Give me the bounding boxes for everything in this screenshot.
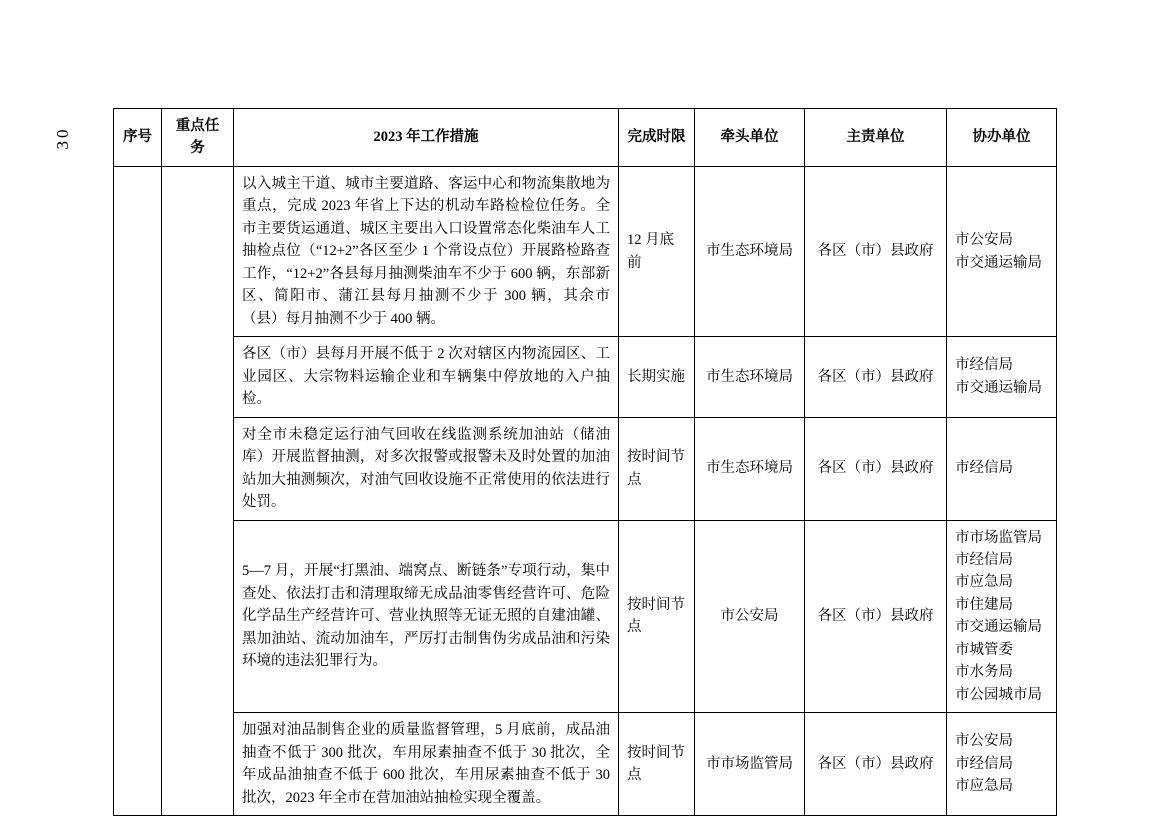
task-table [113, 108, 1057, 816]
assist-unit-line: 市公安局 [955, 733, 1013, 750]
column-header-measure: 2023 年工作措施 [234, 109, 619, 167]
cell-main-unit: 各区（市）县政府 [805, 337, 947, 417]
table-header-row [114, 109, 1057, 167]
cell-lead-unit: 市市场监管局 [695, 713, 805, 816]
assist-unit-line: 市住建局 [955, 596, 1013, 613]
table-body [114, 166, 1057, 815]
assist-unit-line: 市市场监管局 [955, 529, 1042, 546]
assist-unit-line: 市水务局 [955, 664, 1013, 681]
column-header-assist-unit: 协办单位 [947, 109, 1057, 167]
cell-measure: 5—7 月，开展“打黑油、端窝点、断链条”专项行动，集中查处、依法打击和清理取缔无成品油零售经营许可、危险化学品生产经营许可、营业执照等无证无照的自建油罐、黑加油站、流动加油车，严厉打击制售伪劣成品油和污染环境的违法犯罪行为。 [234, 520, 619, 713]
column-header-task: 重点任务 [162, 109, 234, 167]
assist-unit-line: 市交通运输局 [955, 619, 1042, 636]
table-row [114, 337, 1057, 417]
assist-unit-line: 市公安局 [955, 232, 1013, 249]
assist-unit-line: 市经信局 [955, 551, 1013, 568]
cell-main-unit: 各区（市）县政府 [805, 166, 947, 336]
cell-main-unit: 各区（市）县政府 [805, 520, 947, 713]
cell-deadline: 按时间节点 [619, 520, 695, 713]
cell-assist-unit [947, 417, 1057, 520]
cell-assist-unit [947, 520, 1057, 713]
assist-unit-line: 市交通运输局 [955, 379, 1042, 396]
cell-main-unit: 各区（市）县政府 [805, 417, 947, 520]
cell-lead-unit: 市公安局 [695, 520, 805, 713]
table-row [114, 166, 1057, 336]
cell-lead-unit: 市生态环境局 [695, 166, 805, 336]
assist-unit-line: 市经信局 [955, 357, 1013, 374]
column-header-deadline: 完成时限 [619, 109, 695, 167]
cell-measure: 对全市未稳定运行油气回收在线监测系统加油站（储油库）开展监督抽测，对多次报警或报警未及时处置的加油站加大抽测频次，对油气回收设施不正常使用的依法进行处罚。 [234, 417, 619, 520]
assist-unit-line: 市公园城市局 [955, 686, 1042, 703]
assist-unit-line: 市经信局 [955, 755, 1013, 772]
cell-deadline: 长期实施 [619, 337, 695, 417]
cell-measure: 各区（市）县每月开展不低于 2 次对辖区内物流园区、工业园区、大宗物料运输企业和车辆集中停放地的入户抽检。 [234, 337, 619, 417]
table-row [114, 713, 1057, 816]
table-header [114, 109, 1057, 167]
column-header-lead-unit: 牵头单位 [695, 109, 805, 167]
table-row [114, 520, 1057, 713]
cell-assist-unit [947, 166, 1057, 336]
assist-unit-line: 市经信局 [955, 460, 1013, 477]
assist-unit-line: 市应急局 [955, 574, 1013, 591]
table-row [114, 417, 1057, 520]
assist-unit-line: 市应急局 [955, 778, 1013, 795]
cell-main-unit: 各区（市）县政府 [805, 713, 947, 816]
column-header-main-unit: 主责单位 [805, 109, 947, 167]
cell-deadline: 按时间节点 [619, 713, 695, 816]
cell-lead-unit: 市生态环境局 [695, 417, 805, 520]
task-table-wrapper [113, 108, 1056, 816]
assist-unit-line: 市交通运输局 [955, 254, 1042, 271]
cell-deadline: 按时间节点 [619, 417, 695, 520]
cell-measure: 以入城主干道、城市主要道路、客运中心和物流集散地为重点，完成 2023 年省上下达的机动车路检检位任务。全市主要货运通道、城区主要出入口设置常态化柴油车人工抽检点位（“12+2”各区至少 1 个常设点位）开展路检路查工作，“12+2”各县每月抽测柴油车不少于 600 辆，东部新区、简阳市、蒲江县每月抽测不少于 300 辆，其余市（县）每月抽测不少于 400 辆。 [234, 166, 619, 336]
cell-assist-unit [947, 337, 1057, 417]
column-header-seq: 序号 [114, 109, 162, 167]
page-number: 30 [53, 126, 72, 150]
cell-lead-unit: 市生态环境局 [695, 337, 805, 417]
assist-unit-line: 市城管委 [955, 641, 1013, 658]
cell-seq [114, 166, 162, 815]
cell-measure: 加强对油品制售企业的质量监督管理，5 月底前，成品油抽查不低于 300 批次，车用尿素抽查不低于 30 批次，全年成品油抽查不低于 600 批次，车用尿素抽查不低于 30 批次，2023 年全市在营加油站抽检实现全覆盖。 [234, 713, 619, 816]
cell-deadline: 12 月底前 [619, 166, 695, 336]
cell-assist-unit [947, 713, 1057, 816]
cell-task [162, 166, 234, 815]
